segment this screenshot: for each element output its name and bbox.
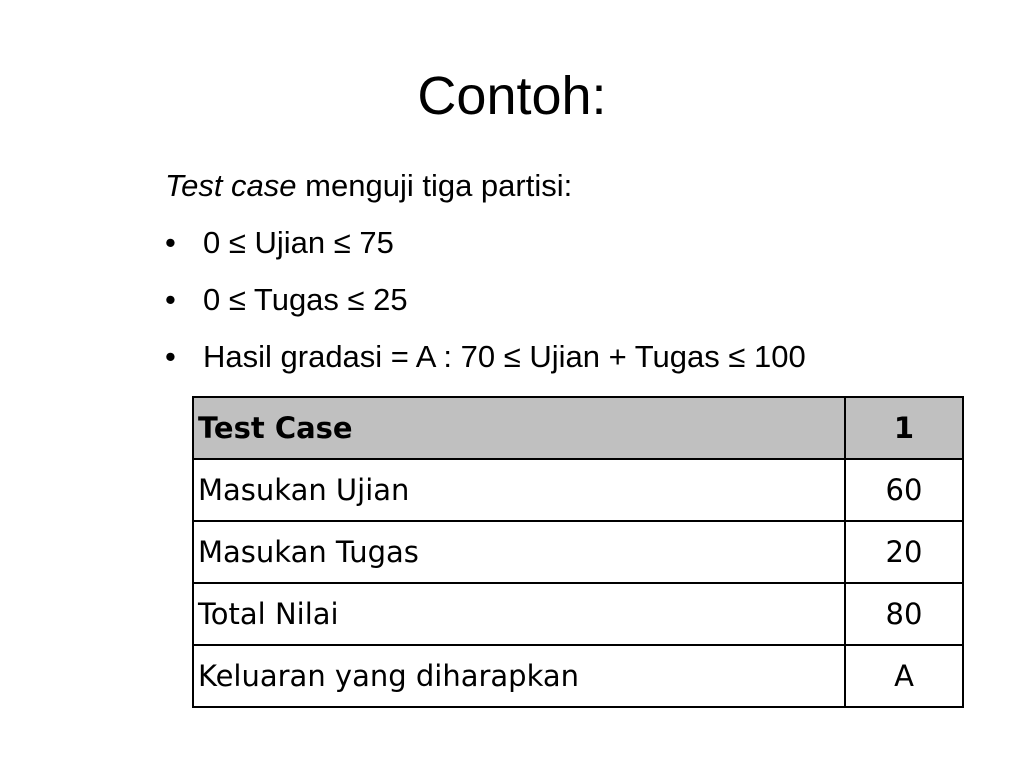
table-row: [193, 521, 963, 583]
intro-rest: menguji tiga partisi:: [296, 168, 573, 203]
header-label-cell: Test Case: [193, 397, 845, 459]
bullet-text: 0 ≤ Tugas ≤ 25: [203, 282, 408, 317]
bullet-item: [165, 337, 806, 394]
row-label-cell: Masukan Tugas: [193, 521, 845, 583]
bullet-dot: •: [165, 282, 176, 317]
row-label-cell: Masukan Ujian: [193, 459, 845, 521]
bullet-dot: •: [165, 225, 176, 260]
intro-italic: Test case: [165, 168, 297, 203]
intro-text: [165, 166, 572, 206]
table-row: [193, 583, 963, 645]
bullet-dot: •: [165, 339, 176, 374]
table-row: [193, 459, 963, 521]
row-value-cell: A: [845, 645, 963, 707]
row-value-cell: 80: [845, 583, 963, 645]
bullet-item: [165, 280, 806, 337]
row-label-cell: Total Nilai: [193, 583, 845, 645]
bullet-text: Hasil gradasi = A : 70 ≤ Ujian + Tugas ≤ 100: [203, 339, 806, 374]
row-label-cell: Keluaran yang diharapkan: [193, 645, 845, 707]
bullet-text: 0 ≤ Ujian ≤ 75: [203, 225, 394, 260]
table-header-row: [193, 397, 963, 459]
header-value-cell: 1: [845, 397, 963, 459]
bullet-item: [165, 223, 806, 280]
table-row: [193, 645, 963, 707]
row-value-cell: 20: [845, 521, 963, 583]
bullet-list: [165, 223, 806, 394]
row-value-cell: 60: [845, 459, 963, 521]
slide-title: Contoh:: [417, 66, 607, 126]
test-case-table: [192, 396, 964, 708]
